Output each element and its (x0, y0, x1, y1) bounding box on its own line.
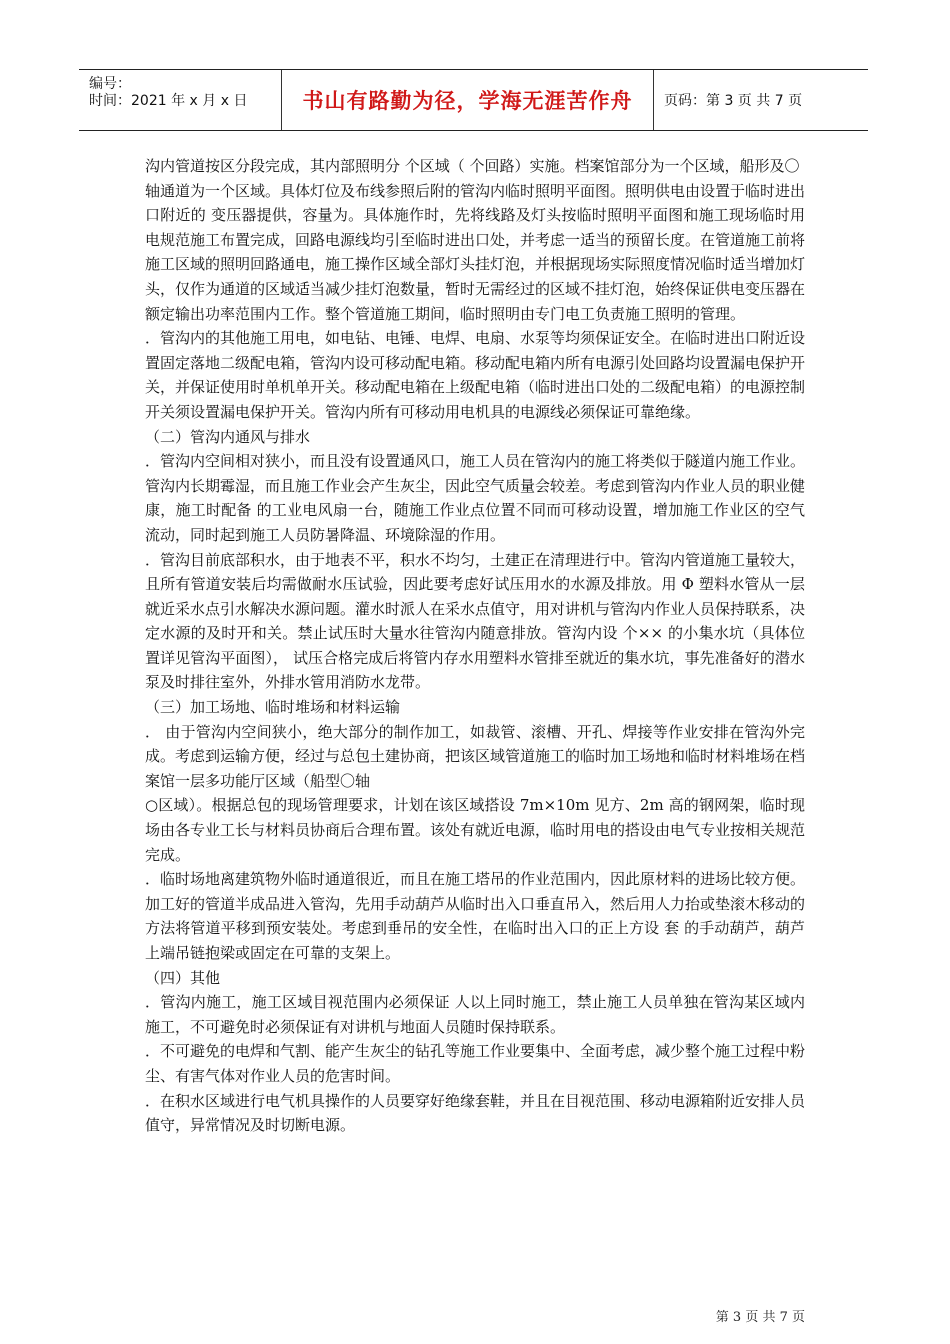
body-paragraph: ．临时场地离建筑物外临时通道很近，而且在施工塔吊的作业范围内，因此原材料的进场比较方便。加工好的管道半成品进入管沟，先用手动葫芦从临时出入口垂直吊入，然后用人力抬或垫滚木移动的方法将管道平移到预安装处。考虑到垂吊的安全性，在临时出入口的正上方设 套 的手动葫芦，葫芦上端吊链抱梁或固定在可靠的支架上。 (145, 870, 806, 962)
body-paragraph: ○区域）。根据总包的现场管理要求，计划在该区域搭设 7m×10m 见方、2m 高的钢网架，临时现场由各专业工长与材料员协商后合理布置。该处有就近电源，临时用电的搭设由电气专业按相关规范完成。 (145, 796, 806, 864)
section-heading: （二）管沟内通风与排水 (145, 427, 311, 446)
number-label: 编号： (89, 76, 131, 92)
time-label: 时间：2021 年 x 月 x 日 (89, 93, 248, 109)
body-paragraph: 轴通道为一个区域。具体灯位及布线参照后附的管沟内临时照明平面图。照明供电由设置于临时进出口附近的 变压器提供，容量为。具体施作时，先将线路及灯头按临时照明平面图和施工现场临时用电规范施工布置完成，回路电源线均引至临时进出口处，并考虑一适当的预留长度。在管道施工前将施工区域的照明回路通电，施工操作区域全部灯头挂灯泡，并根据现场实际照度情况临时适当增加灯头，仅作为通道的区域适当减少挂灯泡数量，暂时无需经过的区域不挂灯泡，始终保证供电变压器在额定输出功率范围内工作。整个管道施工期间，临时照明由专门电工负责施工照明的管理。 (145, 181, 806, 323)
body-paragraph: ．管沟内空间相对狭小，而且没有设置通风口，施工人员在管沟内的施工将类似于隧道内施工作业。管沟内长期霉湿，而且施工作业会产生灰尘，因此空气质量会较差。考虑到管沟内作业人员的职业健康，施工时配备 的工业电风扇一台，随施工作业点位置不同而可移动设置，增加施工作业区的空气流动，同时起到施工人员防暑降温、环境除湿的作用。 (145, 452, 806, 544)
page-footer: 第 3 页 共 7 页 (715, 1310, 805, 1325)
document-body (145, 154, 805, 1138)
body-paragraph: ．管沟内的其他施工用电，如电钻、电锤、电焊、电扇、水泵等均须保证安全。在临时进出口附近设置固定落地二级配电箱，管沟内设可移动配电箱。移动配电箱内所有电源引处回路均设置漏电保护开关，并保证使用时单机单开关。移动配电箱在上级配电箱（临时进出口处的二级配电箱）的电源控制开关须设置漏电保护开关。管沟内所有可移动用电机具的电源线必须保证可靠绝缘。 (145, 329, 806, 421)
body-paragraph: ．在积水区域进行电气机具操作的人员要穿好绝缘套鞋，并且在目视范围、移动电源箱附近安排人员值守，异常情况及时切断电源。 (145, 1091, 806, 1135)
motto-text: 书山有路勤为径，学海无涯苦作舟 (302, 89, 633, 113)
header-meta-cell (79, 70, 282, 130)
page-indicator: 页码：第 3 页 共 7 页 (664, 93, 803, 109)
section-heading: （三）加工场地、临时堆场和材料运输 (145, 698, 401, 717)
body-paragraph: 沟内管道按区分段完成，其内部照明分 个区域（ 个回路）实施。档案馆部分为一个区域，船形及〇 (145, 157, 800, 175)
document-header (79, 69, 868, 131)
body-paragraph: ． 由于管沟内空间狭小，绝大部分的制作加工，如裁管、滚槽、开孔、焊接等作业安排在管沟外完成。考虑到运输方便，经过与总包土建协商，把该区域管道施工的临时加工场地和临时材料堆场在档案馆一层多功能厅区域（船型〇轴 (145, 722, 806, 790)
body-paragraph: ．管沟内施工，施工区域目视范围内必须保证 人以上同时施工，禁止施工人员单独在管沟某区域内施工，不可避免时必须保证有对讲机与地面人员随时保持联系。 (145, 993, 805, 1036)
body-paragraph: ．不可避免的电焊和气割、能产生灰尘的钻孔等施工作业要集中、全面考虑，减少整个施工过程中粉尘、有害气体对作业人员的危害时间。 (145, 1042, 806, 1085)
body-paragraph: ．管沟目前底部积水，由于地表不平，积水不均匀，土建正在清理进行中。管沟内管道施工量较大，且所有管道安装后均需做耐水压试验，因此要考虑好试压用水的水源及排放。用 Φ 塑料水管从一层就近采水点引水解决水源问题。灌水时派人在采水点值守，用对讲机与管沟内作业人员保持联系，决定水源的及时开和关。禁止试压时大量水往管沟内随意排放。管沟内设 个×× 的小集水坑（具体位置详见管沟平面图）， 试压合格完成后将管内存水用塑料水管排至就近的集水坑，事先准备好的潜水泵及时排往室外，外排水管用消防水龙带。 (145, 550, 806, 692)
header-page-cell (654, 70, 868, 130)
header-motto-cell (282, 70, 654, 130)
section-heading: （四）其他 (145, 968, 221, 987)
